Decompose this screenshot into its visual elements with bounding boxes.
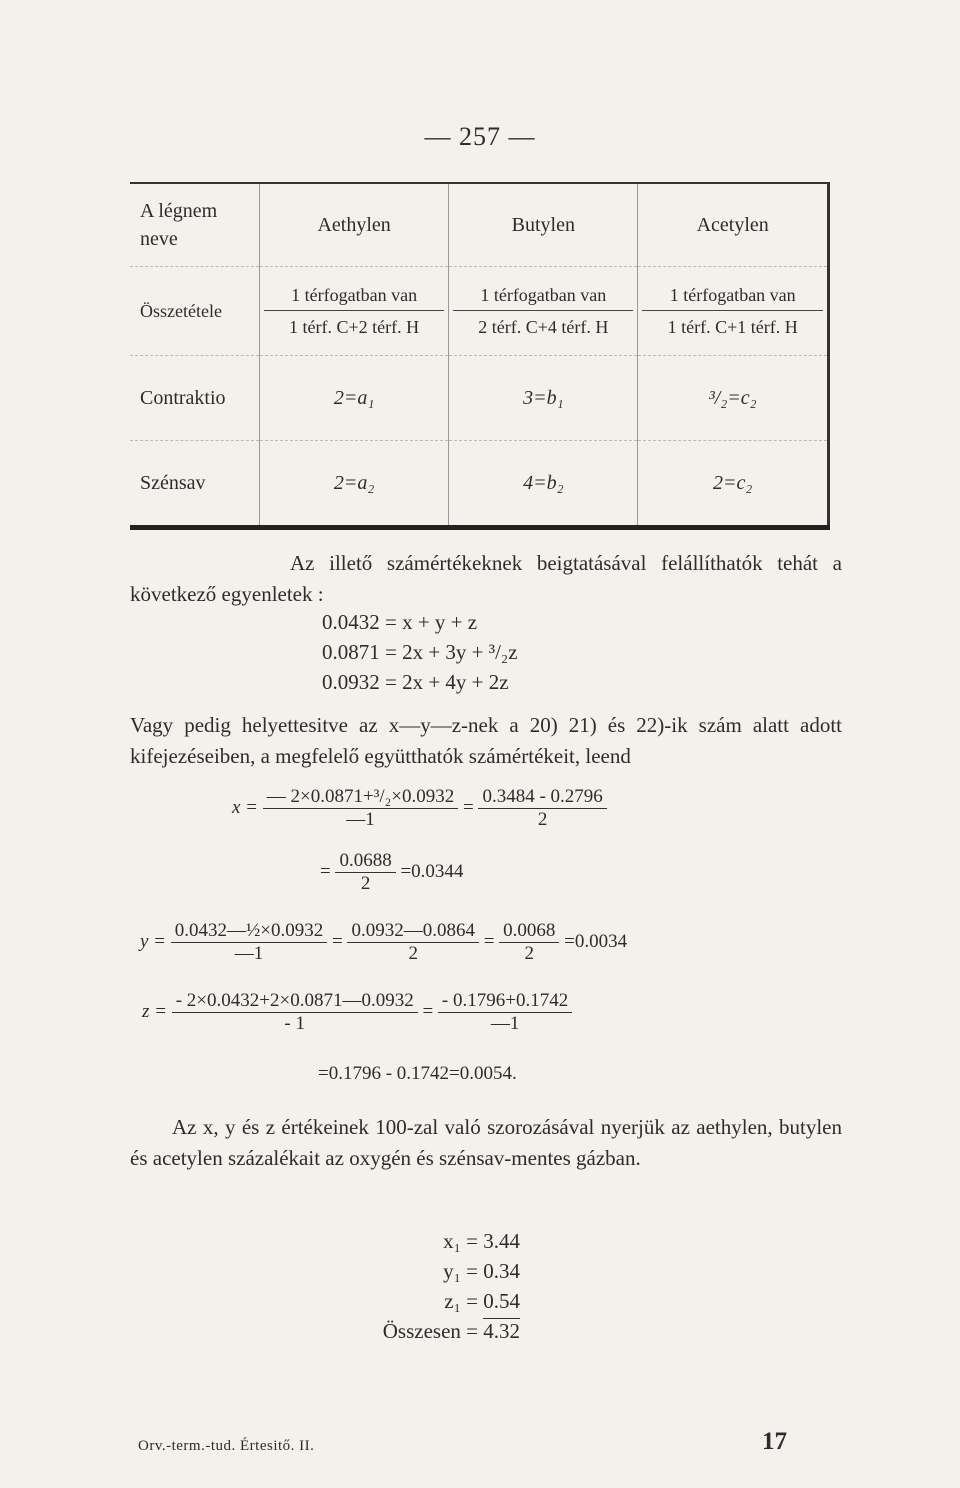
table-header-row: [130, 183, 829, 267]
calc-y-result: =0.0034: [564, 930, 628, 952]
header-gas-name: A légnem neve: [130, 183, 260, 267]
paragraph-intro: [130, 548, 842, 610]
composition-line1: 1 térfogatban van: [480, 285, 607, 305]
header-butylen: Butylen: [449, 183, 638, 267]
paragraph-percentages-text: Az x, y és z értékeinek 100-zal való szorozásával nyerjük az aethylen, butylen és acetylen százalékait az oxygén és szénsav-mentes gázban.: [130, 1115, 842, 1170]
calc-y-fraction-2: $\frac{0.0932—0.0864}{2}$: [347, 920, 479, 965]
calc-x-fraction-3: $\frac{0.0688}{2}$: [335, 850, 395, 895]
composition-line2: 1 térf. C+2 térf. H: [264, 310, 444, 342]
cell-acetylen-szensav: 2=c₂: [638, 441, 829, 528]
calc-y-line: y = $\frac{\text{0.0432—½×0.0932}}{—1}$ = $\frac{0.0932—0.0864}{2}$ = $\frac{0.0068}{2}$ =0.0034: [140, 920, 628, 964]
table-row-szensav: [130, 441, 829, 528]
calc-z-line2: =0.1796 - 0.1742=0.0054.: [318, 1063, 517, 1084]
footer-journal-title: Orv.-term.-tud. Értesitő. II.: [138, 1438, 315, 1454]
cell-acetylen-composition: [638, 267, 829, 356]
calc-z-fraction-1: $\frac{- 2\times 0.0432+2\times 0.0871—0.0932}{- 1}$: [172, 990, 418, 1035]
calc-x-result: =0.0344: [400, 860, 464, 882]
calc-y-fraction-1: $\frac{\text{0.0432—½×0.0932}}{—1}$: [171, 920, 327, 965]
equation-2: 0.0871 = 2x + 3y + ³/₂z: [322, 640, 518, 664]
paragraph-intro-text: Az illető számértékeknek beigtatásával felállíthatók tehát a következő egyenletek :: [130, 551, 842, 606]
composition-line2: 2 térf. C+4 térf. H: [453, 310, 633, 342]
table-row-contraktio: [130, 356, 829, 441]
paragraph-substitution: [130, 710, 842, 772]
header-aethylen: Aethylen: [260, 183, 449, 267]
cell-aethylen-contraktio: 2=a₁: [260, 356, 449, 441]
result-y: y₁ = 0.34: [443, 1259, 520, 1283]
composition-line1: 1 térfogatban van: [291, 285, 418, 305]
paragraph-percentages: [130, 1112, 842, 1174]
equation-1: 0.0432 = x + y + z: [322, 610, 478, 634]
result-z: z₁ = 0.54: [444, 1289, 520, 1313]
page-number: — 257 —: [424, 122, 536, 151]
cell-butylen-contraktio: 3=b₁: [449, 356, 638, 441]
composition-line1: 1 térfogatban van: [669, 285, 796, 305]
cell-butylen-composition: [449, 267, 638, 356]
cell-butylen-szensav: 4=b₂: [449, 441, 638, 528]
calc-y-lhs: y =: [140, 930, 167, 952]
cell-aethylen-szensav: 2=a₂: [260, 441, 449, 528]
header-acetylen: Acetylen: [638, 183, 829, 267]
footer-signature-number: 17: [762, 1428, 787, 1455]
cell-acetylen-contraktio: ³/₂=c₂: [638, 356, 829, 441]
calc-x-line1: x = $\frac{\text{— 2×0.0871+³/₂×0.0932}}{—1}$ = $\frac{0.3484 - 0.2796}{2}$: [232, 786, 607, 831]
table-row-osszetetele: [130, 267, 829, 356]
calc-y-fraction-3: $\frac{0.0068}{2}$: [499, 920, 559, 965]
equation-3: 0.0932 = 2x + 4y + 2z: [322, 670, 509, 694]
calc-x-line2: = $\frac{0.0688}{2}$ =0.0344: [320, 850, 464, 894]
composition-line2: 1 térf. C+1 térf. H: [642, 310, 823, 342]
calc-x-fraction-2: $\frac{0.3484 - 0.2796}{2}$: [478, 786, 606, 831]
result-x: x₁ = 3.44: [443, 1229, 520, 1253]
calc-z-fraction-2: $\frac{- 0.1796+0.1742}{—1}$: [438, 990, 572, 1035]
calc-z-lhs: z =: [142, 1000, 167, 1022]
row-label-szensav: Szénsav: [130, 441, 260, 528]
row-label-contraktio: Contraktio: [130, 356, 260, 441]
calc-x-lhs: x =: [232, 796, 259, 818]
cell-aethylen-composition: [260, 267, 449, 356]
results-list: [350, 1226, 520, 1346]
paragraph-substitution-text: Vagy pedig helyettesitve az x—y—z-nek a 20) 21) és 22)-ik szám alatt adott kifejezéseiben, a megfelelő együtthatók számértékeit, leend: [130, 713, 842, 768]
calc-z-line1: z = $\frac{- 2\times 0.0432+2\times 0.0871—0.0932}{- 1}$ = $\frac{- 0.1796+0.1742}{—1}$: [142, 990, 572, 1035]
calc-x-fraction-1: $\frac{\text{— 2×0.0871+³/₂×0.0932}}{—1}$: [263, 786, 459, 831]
row-label-osszetetele: Összetétele: [130, 267, 260, 356]
result-total: Összesen = 4.32: [382, 1319, 520, 1343]
gas-composition-table: [130, 182, 830, 530]
